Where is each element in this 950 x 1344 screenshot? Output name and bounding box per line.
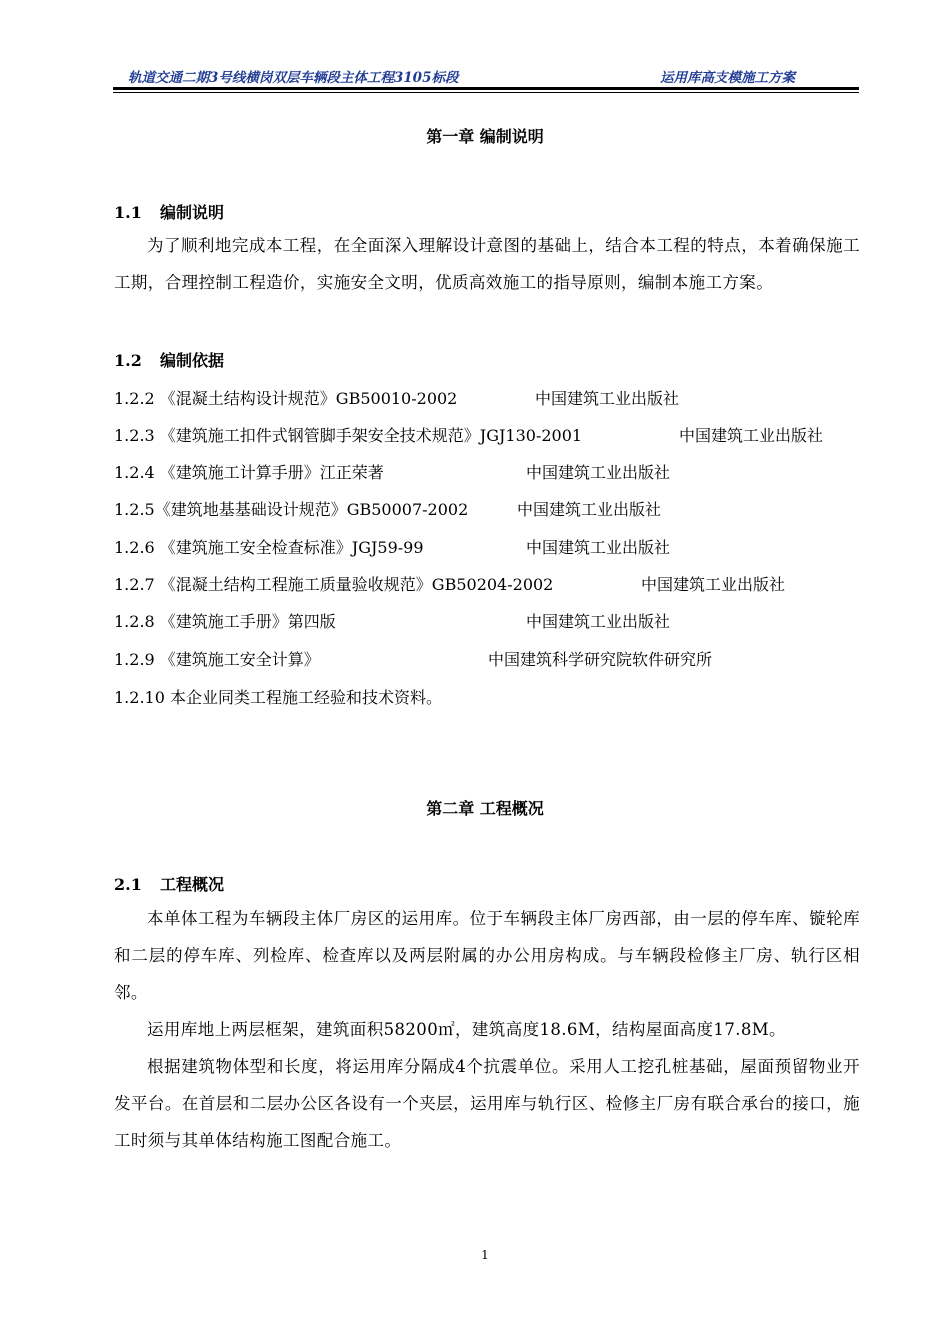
reference-text: 1.2.3 《建筑施工扣件式钢管脚手架安全技术规范》JGJ130-2001 (114, 426, 583, 445)
reference-item (114, 460, 671, 483)
reference-text: 1.2.7 《混凝土结构工程施工质量验收规范》GB50204-2002 (114, 575, 554, 594)
reference-text: 1.2.6 《建筑施工安全检查标准》JGJ59-99 (114, 538, 424, 557)
reference-text: 1.2.5《建筑地基基础设计规范》GB50007-2002 (114, 500, 469, 519)
chapter-1-title: 第一章 编制说明 (426, 127, 544, 146)
reference-publisher: 中国建筑工业出版社 (526, 538, 671, 557)
reference-text: 1.2.8 《建筑施工手册》第四版 (114, 612, 336, 631)
reference-text: 1.2.10 本企业同类工程施工经验和技术资料。 (114, 688, 442, 707)
chapter-2-title: 第二章 工程概况 (426, 799, 544, 818)
reference-item (114, 423, 824, 446)
header-document-title: 运用库高支模施工方案 (660, 70, 795, 86)
reference-item (114, 497, 662, 520)
section-number: 1.2 (114, 351, 142, 370)
reference-text: 1.2.9 《建筑施工安全计算》 (114, 650, 320, 669)
reference-publisher: 中国建筑工业出版社 (641, 575, 786, 594)
section-2-1-heading (114, 872, 224, 895)
reference-publisher: 中国建筑工业出版社 (679, 426, 824, 445)
page-number: 1 (481, 1248, 489, 1262)
section-1-2-heading (114, 348, 224, 371)
section-title: 工程概况 (160, 875, 225, 894)
reference-publisher: 中国建筑工业出版社 (535, 389, 680, 408)
reference-publisher: 中国建筑工业出版社 (526, 463, 671, 482)
header-rule-thick (113, 87, 859, 90)
section-2-1-paragraph-1: 本单体工程为车辆段主体厂房区的运用库。位于车辆段主体厂房西部，由一层的停车库、镟轮库和二层的停车库、列检库、检查库以及两层附属的办公用房构成。与车辆段检修主厂房、轨行区相邻。 (114, 909, 860, 1002)
section-title: 编制说明 (160, 203, 225, 222)
section-1-1-heading (114, 200, 224, 223)
reference-item (114, 535, 671, 558)
reference-item (114, 685, 442, 708)
section-2-1-paragraph-2: 运用库地上两层框架，建筑面积58200㎡，建筑高度18.6M，结构屋面高度17.8M。 (147, 1020, 786, 1039)
reference-publisher: 中国建筑科学研究院软件研究所 (488, 650, 713, 669)
section-2-1-paragraph-3: 根据建筑物体型和长度，将运用库分隔成4个抗震单位。采用人工挖孔桩基础，屋面预留物业开发平台。在首层和二层办公区各设有一个夹层，运用库与轨行区、检修主厂房有联合承台的接口，施工时须与其单体结构施工图配合施工。 (114, 1057, 860, 1150)
section-number: 2.1 (114, 875, 142, 894)
section-1-1-paragraph: 为了顺利地完成本工程，在全面深入理解设计意图的基础上，结合本工程的特点，本着确保施工工期，合理控制工程造价，实施安全文明，优质高效施工的指导原则，编制本施工方案。 (114, 236, 860, 292)
reference-publisher: 中国建筑工业出版社 (526, 612, 671, 631)
reference-text: 1.2.4 《建筑施工计算手册》江正荣著 (114, 463, 384, 482)
reference-item (114, 609, 671, 632)
header-project-title: 轨道交通二期3号线横岗双层车辆段主体工程3105标段 (128, 70, 459, 86)
reference-publisher: 中国建筑工业出版社 (517, 500, 662, 519)
reference-text: 1.2.2 《混凝土结构设计规范》GB50010-2002 (114, 389, 458, 408)
section-number: 1.1 (114, 203, 142, 222)
reference-item (114, 572, 786, 595)
header-rule-thin (113, 92, 859, 93)
reference-item (114, 386, 680, 409)
reference-item (114, 647, 713, 670)
section-title: 编制依据 (160, 351, 225, 370)
